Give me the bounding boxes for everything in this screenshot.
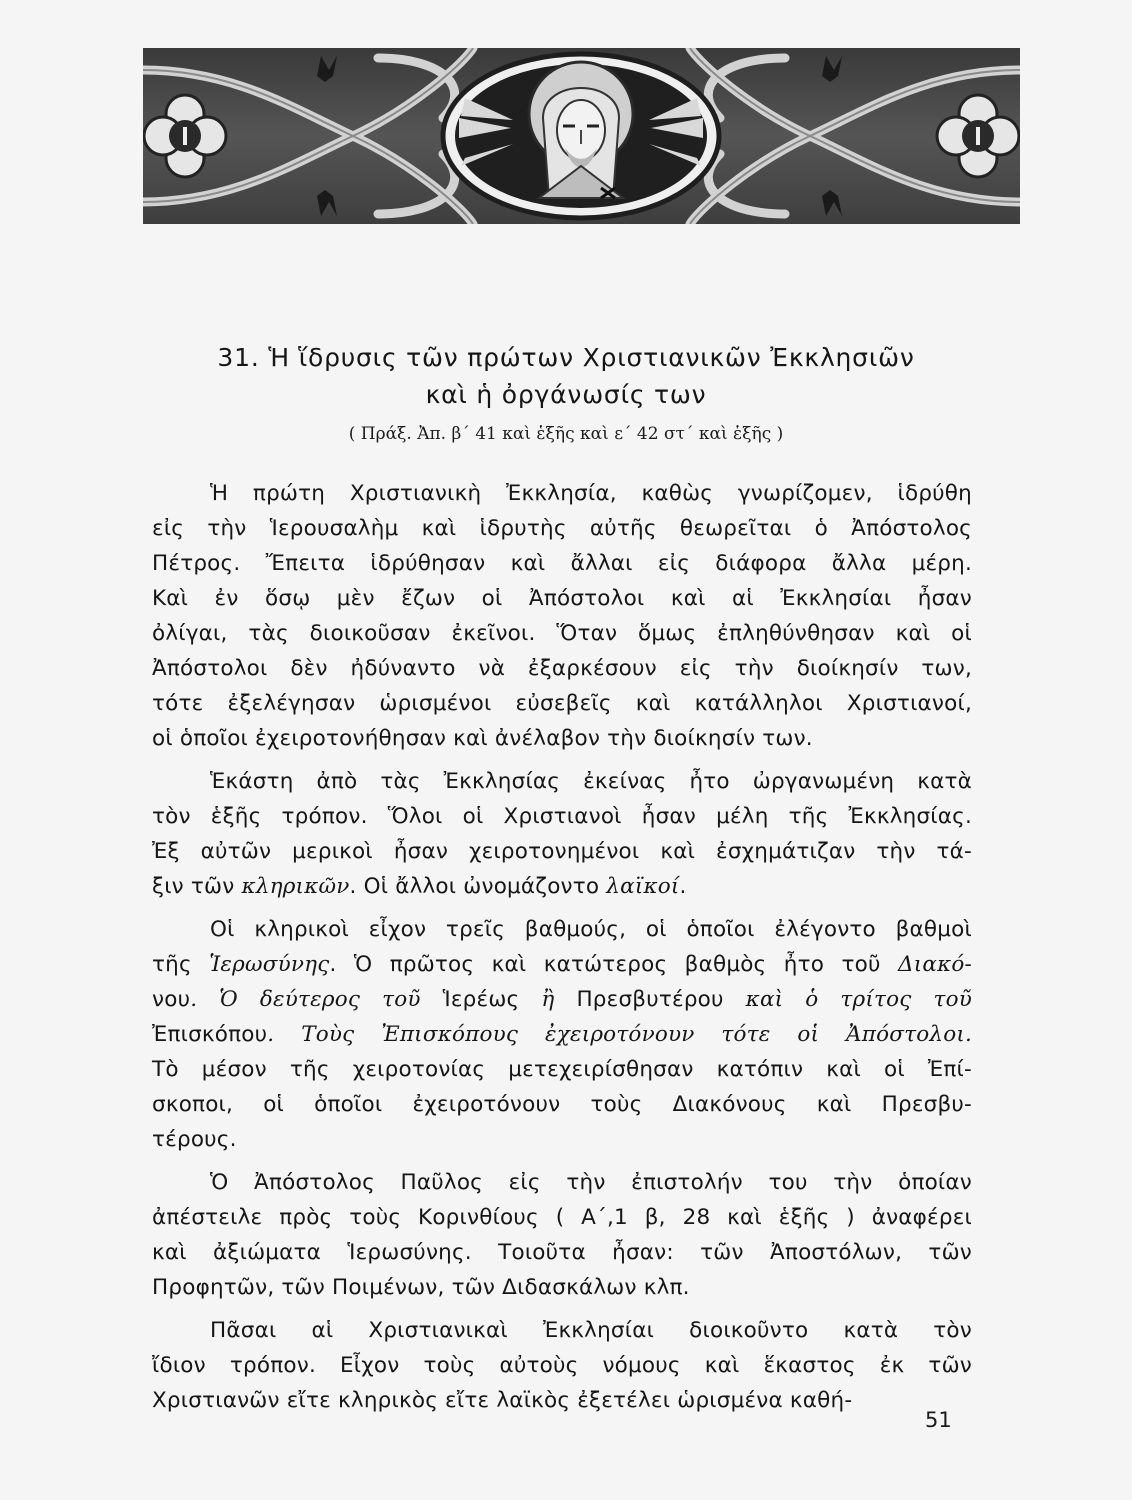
- text-run: Πέτρος. Ἔπειτα ἱδρύθησαν καὶ ἄλλαι εἰς διάφορα ἄλλα μέρη.: [152, 551, 972, 576]
- text-line: [152, 764, 972, 799]
- text-line: [152, 912, 972, 947]
- text-run: Χριστιανῶν εἴτε κληρικὸς εἴτε λαϊκὸς ἐξετέλει ὡρισμένα καθή-: [152, 1388, 853, 1413]
- text-run: ὀλίγαι, τὰς διοικοῦσαν ἐκεῖνοι. Ὅταν ὅμως ἐπληθύνθησαν καὶ οἱ: [152, 621, 972, 646]
- text-run: ξιν τῶν: [152, 874, 242, 899]
- chapter-title-continued: καὶ ἡ ὀργάνωσίς των: [425, 380, 707, 409]
- paragraph: [152, 1165, 972, 1305]
- emphasized-term: καὶ ὁ τρίτος τοῦ: [723, 987, 972, 1012]
- text-run: Ἐπισκόπου: [152, 1022, 268, 1047]
- text-run: νου: [152, 987, 191, 1012]
- text-run: τέρους.: [152, 1127, 237, 1152]
- emphasized-term: Ἱερωσύνης: [209, 952, 330, 977]
- text-line: [152, 1270, 972, 1305]
- scripture-citation: ( Πράξ. Ἀπ. β΄ 41 καὶ ἑξῆς καὶ ε΄ 42 στ΄ καὶ ἑξῆς ): [348, 424, 784, 444]
- text-line: [152, 869, 972, 904]
- text-line: [152, 947, 972, 982]
- page-number: 51: [925, 1408, 952, 1432]
- text-line: [152, 1383, 972, 1418]
- text-run: Πᾶσαι αἱ Χριστιανικαὶ Ἐκκλησίαι διοικοῦντο κατὰ τὸν: [210, 1318, 972, 1343]
- text-run: Ἱερέως: [442, 987, 520, 1012]
- text-line: [152, 1235, 972, 1270]
- text-run: Πρεσβυτέρου: [576, 987, 724, 1012]
- text-run: Ἡ πρώτη Χριστιανικὴ Ἐκκλησία, καθὼς γνωρίζομεν, ἱδρύθη: [210, 481, 972, 506]
- text-line: [152, 834, 972, 869]
- text-run: Καὶ ἐν ὅσῳ μὲν ἔζων οἱ Ἀπόστολοι καὶ αἱ Ἐκκλησίαι ἦσαν: [152, 586, 972, 611]
- text-run: σκοποι, οἱ ὁποῖοι ἐχειροτόνουν τοὺς Διακόνους καὶ Πρεσβυ-: [152, 1092, 972, 1117]
- paragraph: [152, 1313, 972, 1418]
- emphasized-term: Διακό-: [898, 952, 972, 977]
- text-line: [152, 1122, 972, 1157]
- text-line: [152, 721, 972, 756]
- emphasized-term: λαϊκοί: [606, 874, 680, 899]
- text-run: καὶ ἀξιώματα Ἱερωσύνης. Τοιοῦτα ἦσαν: τῶν Ἀποστόλων, τῶν: [152, 1240, 972, 1265]
- emphasized-term: . Ὁ δεύτερος τοῦ: [190, 987, 443, 1012]
- text-run: Προφητῶν, τῶν Ποιμένων, τῶν Διδασκάλων κλπ.: [152, 1275, 690, 1300]
- text-line: [152, 1200, 972, 1235]
- text-line: [152, 686, 972, 721]
- text-run: οἱ ὁποῖοι ἐχειροτονήθησαν καὶ ἀνέλαβον τὴν διοίκησίν των.: [152, 726, 813, 751]
- paragraph-gap: [152, 1305, 972, 1313]
- text-line: [152, 799, 972, 834]
- paragraph: [152, 476, 972, 756]
- text-line: [152, 511, 972, 546]
- body-text: [152, 476, 972, 1418]
- text-run: τότε ἐξελέγησαν ὡρισμένοι εὐσεβεῖς καὶ κατάλληλοι Χριστιανοί,: [152, 691, 972, 716]
- paragraph: [152, 764, 972, 904]
- text-run: ἀπέστειλε πρὸς τοὺς Κορινθίους ( Α΄,1 β, 28 καὶ ἑξῆς ) ἀναφέρει: [152, 1205, 972, 1230]
- paragraph: [152, 912, 972, 1157]
- text-line: [152, 476, 972, 511]
- text-run: Οἱ κληρικοὶ εἶχον τρεῖς βαθμούς, οἱ ὁποῖοι ἐλέγοντο βαθμοὶ: [210, 917, 972, 942]
- text-run: Ὁ Ἀπόστολος Παῦλος εἰς τὴν ἐπιστολήν του τὴν ὁποίαν: [210, 1170, 972, 1195]
- chapter-title: 31. Ἡ ἵδρυσις τῶν πρώτων Χριστιανικῶν Ἐκκλησιῶν: [217, 343, 915, 372]
- text-run: . Ὁ πρῶτος καὶ κατώτερος βαθμὸς ἦτο τοῦ: [329, 952, 899, 977]
- text-run: Τὸ μέσον τῆς χειροτονίας μετεχειρίσθησαν κατόπιν καὶ οἱ Ἐπί-: [152, 1057, 972, 1082]
- text-line: [152, 1348, 972, 1383]
- text-run: εἰς τὴν Ἱερουσαλὴμ καὶ ἱδρυτὴς αὐτῆς θεωρεῖται ὁ Ἀπόστολος: [152, 516, 972, 541]
- text-line: [152, 546, 972, 581]
- text-line: [152, 1052, 972, 1087]
- text-line: [152, 1313, 972, 1348]
- text-line: [152, 1087, 972, 1122]
- text-run: .: [679, 874, 687, 899]
- text-run: τὸν ἑξῆς τρόπον. Ὅλοι οἱ Χριστιανοὶ ἦσαν μέλη τῆς Ἐκκλησίας.: [152, 804, 972, 829]
- text-line: [152, 982, 972, 1017]
- text-run: Ἑκάστη ἀπὸ τὰς Ἐκκλησίας ἐκείνας ἦτο ὠργανωμένη κατὰ: [210, 769, 972, 794]
- text-run: ἴδιον τρόπον. Εἶχον τοὺς αὐτοὺς νόμους καὶ ἕκαστος ἐκ τῶν: [152, 1353, 972, 1378]
- paragraph-gap: [152, 904, 972, 912]
- text-line: [152, 581, 972, 616]
- ornamental-headband: [143, 48, 1020, 224]
- text-run: τῆς: [152, 952, 210, 977]
- text-line: [152, 616, 972, 651]
- paragraph-gap: [152, 756, 972, 764]
- text-run: . Οἱ ἄλλοι ὠνομάζοντο: [349, 874, 607, 899]
- byzantine-ornament-illustration: [143, 48, 1020, 224]
- text-line: [152, 1165, 972, 1200]
- text-run: Ἐξ αὐτῶν μερικοὶ ἦσαν χειροτονημένοι καὶ ἐσχημάτιζαν τὴν τά-: [152, 839, 972, 864]
- emphasized-term: κληρικῶν: [241, 874, 350, 899]
- text-run: Ἀπόστολοι δὲν ἠδύναντο νὰ ἐξαρκέσουν εἰς τὴν διοίκησίν των,: [152, 656, 972, 681]
- emphasized-term: ἢ: [519, 987, 577, 1012]
- text-line: [152, 651, 972, 686]
- paragraph-gap: [152, 1157, 972, 1165]
- emphasized-term: . Τοὺς Ἐπισκόπους ἐχειροτόνουν τότε οἱ Ἀπόστολοι.: [267, 1022, 972, 1047]
- text-line: [152, 1017, 972, 1052]
